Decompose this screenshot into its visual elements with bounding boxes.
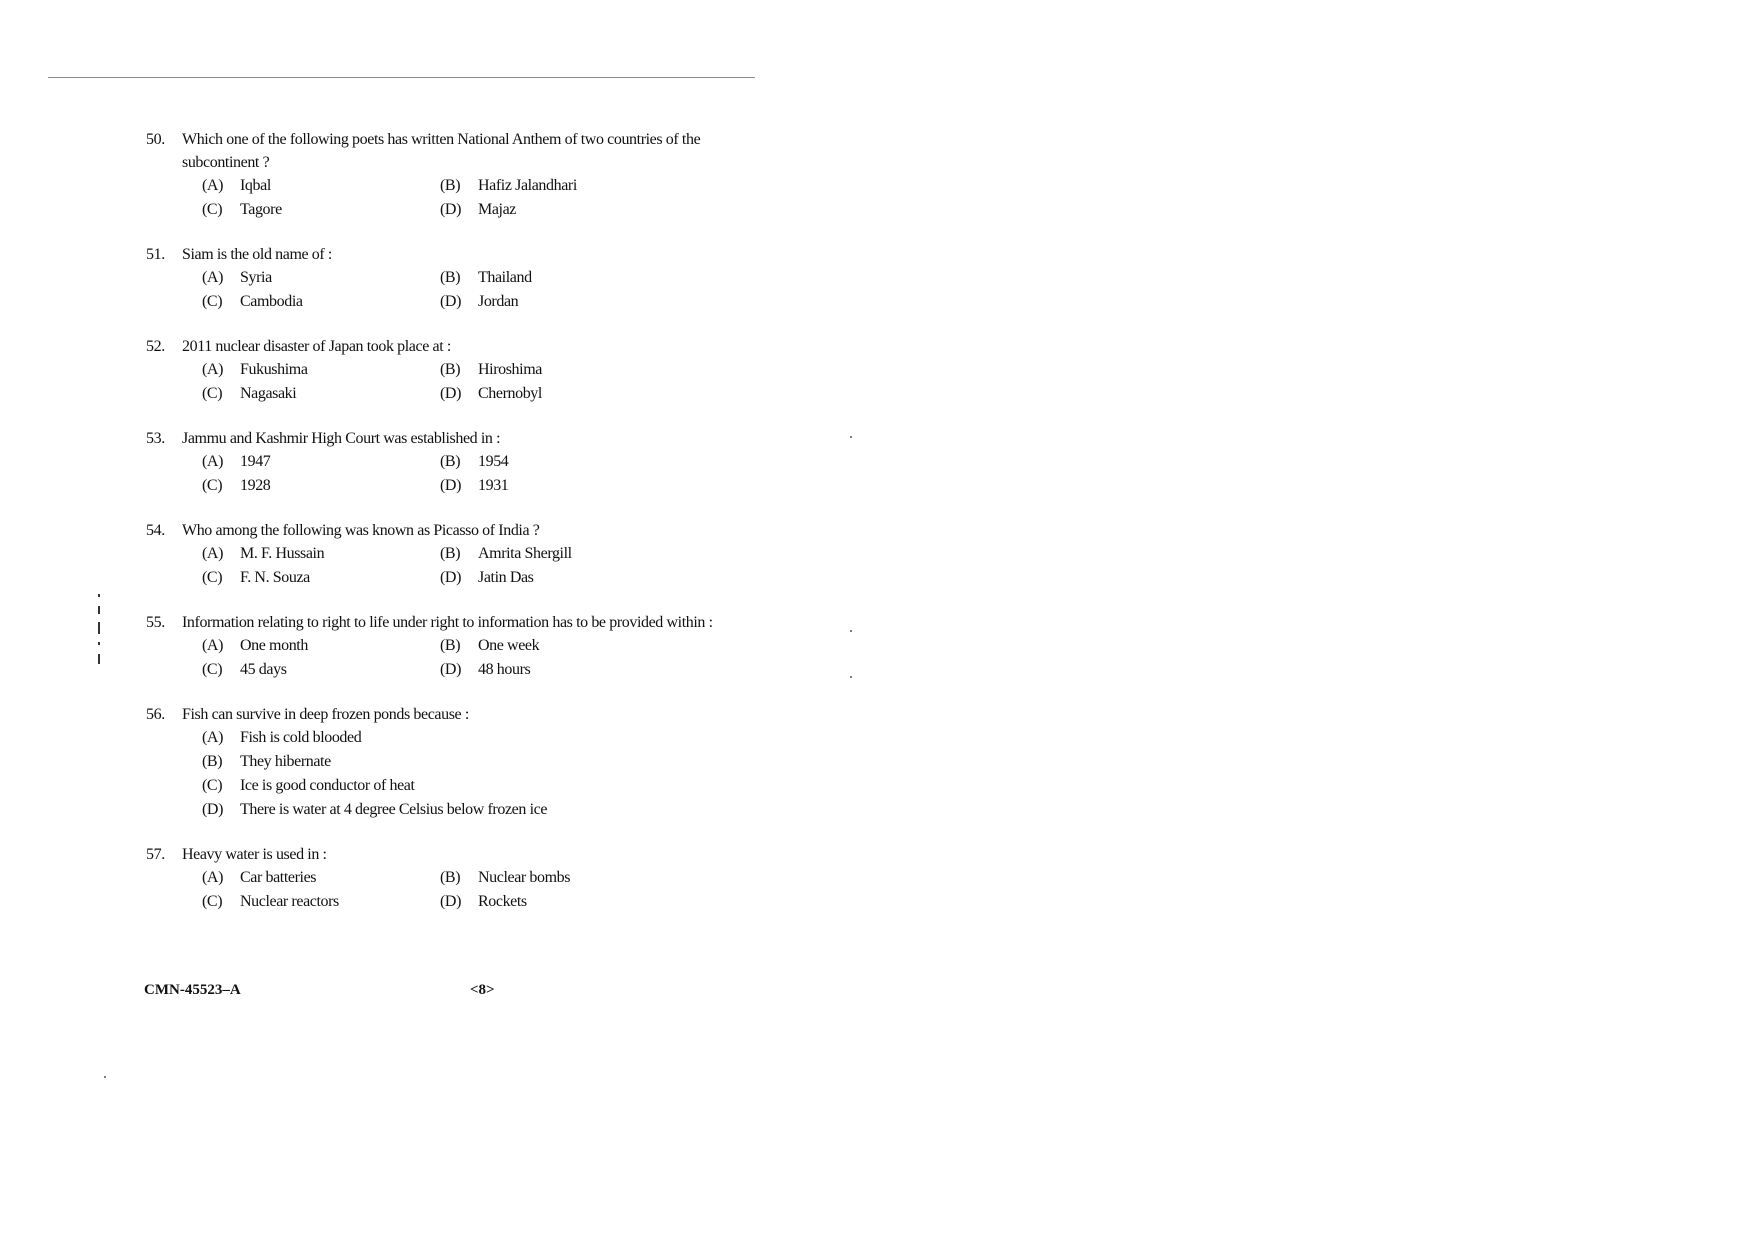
answer-option	[202, 174, 440, 197]
option-letter: (C)	[202, 661, 223, 678]
question-item	[146, 335, 766, 405]
option-letter: (B)	[440, 361, 461, 378]
option-text: 1947	[240, 453, 271, 470]
paper-code: CMN-45523–A	[144, 982, 241, 998]
question-text: 2011 nuclear disaster of Japan took place at :	[182, 338, 451, 355]
answer-option	[440, 198, 680, 221]
answer-option	[202, 474, 440, 497]
question-number: 50.	[146, 131, 165, 148]
answer-option	[440, 358, 680, 381]
answer-option	[202, 358, 440, 381]
option-letter: (B)	[440, 869, 461, 886]
option-text: There is water at 4 degree Celsius below frozen ice	[240, 801, 548, 818]
option-text: 48 hours	[478, 661, 531, 678]
answer-option	[202, 198, 440, 221]
option-text: Chernobyl	[478, 385, 542, 402]
answer-option	[202, 266, 440, 289]
option-text: Ice is good conductor of heat	[240, 777, 415, 794]
option-text: Thailand	[478, 269, 532, 286]
option-letter: (A)	[202, 269, 224, 286]
answer-option	[202, 634, 440, 657]
question-item	[146, 243, 766, 313]
option-letter: (A)	[202, 545, 224, 562]
option-text: Nuclear reactors	[240, 893, 339, 910]
option-text: Rockets	[478, 893, 527, 910]
option-letter: (D)	[440, 893, 462, 910]
margin-scan-marks	[96, 594, 102, 672]
option-text: F. N. Souza	[240, 569, 310, 586]
scan-speck	[850, 436, 852, 438]
question-stem	[146, 128, 766, 174]
question-number: 53.	[146, 430, 165, 447]
question-text: Jammu and Kashmir High Court was established in :	[182, 430, 501, 447]
question-number: 56.	[146, 706, 165, 723]
answer-option	[202, 290, 440, 313]
answer-option	[202, 750, 682, 773]
option-text: Hiroshima	[478, 361, 542, 378]
option-letter: (A)	[202, 361, 224, 378]
answer-options	[202, 358, 766, 405]
question-stem	[146, 519, 766, 542]
option-letter: (A)	[202, 729, 224, 746]
option-letter: (D)	[440, 569, 462, 586]
question-number: 55.	[146, 614, 165, 631]
answer-option	[202, 450, 440, 473]
answer-option	[202, 658, 440, 681]
question-text: Siam is the old name of :	[182, 246, 332, 263]
option-text: M. F. Hussain	[240, 545, 325, 562]
option-letter: (D)	[440, 293, 462, 310]
option-letter: (B)	[202, 753, 223, 770]
question-text: Heavy water is used in :	[182, 846, 327, 863]
option-letter: (D)	[440, 661, 462, 678]
answer-option	[440, 866, 680, 889]
option-text: They hibernate	[240, 753, 331, 770]
answer-option	[202, 774, 682, 797]
option-text: One week	[478, 637, 540, 654]
question-item	[146, 519, 766, 589]
option-text: Syria	[240, 269, 272, 286]
option-text: Hafiz Jalandhari	[478, 177, 577, 194]
question-number: 57.	[146, 846, 165, 863]
answer-option	[202, 866, 440, 889]
question-number: 51.	[146, 246, 165, 263]
answer-option	[440, 266, 680, 289]
answer-options	[202, 726, 766, 821]
option-letter: (A)	[202, 177, 224, 194]
answer-option	[440, 634, 680, 657]
option-text: Tagore	[240, 201, 282, 218]
option-text: Iqbal	[240, 177, 271, 194]
option-text: 1931	[478, 477, 509, 494]
option-text: Nuclear bombs	[478, 869, 571, 886]
question-item	[146, 843, 766, 913]
question-text: Information relating to right to life under right to information has to be provided within :	[182, 614, 713, 631]
option-letter: (B)	[440, 177, 461, 194]
question-item	[146, 128, 766, 221]
option-letter: (B)	[440, 637, 461, 654]
answer-options	[202, 450, 766, 497]
option-letter: (B)	[440, 269, 461, 286]
option-text: Car batteries	[240, 869, 317, 886]
answer-option	[440, 542, 680, 565]
question-text: Fish can survive in deep frozen ponds because :	[182, 706, 469, 723]
answer-option	[202, 890, 440, 913]
question-item	[146, 427, 766, 497]
answer-options	[202, 266, 766, 313]
option-text: Nagasaki	[240, 385, 297, 402]
option-letter: (C)	[202, 385, 223, 402]
option-letter: (D)	[202, 801, 224, 818]
page-number: <8>	[470, 982, 495, 998]
answer-option	[202, 798, 682, 821]
question-text: Which one of the following poets has written National Anthem of two countries of the subcontinent ?	[182, 131, 701, 171]
answer-option	[440, 658, 680, 681]
option-letter: (C)	[202, 777, 223, 794]
scan-speck	[850, 676, 852, 678]
question-stem	[146, 843, 766, 866]
option-text: Fukushima	[240, 361, 308, 378]
scan-speck	[104, 1076, 106, 1078]
answer-option	[440, 450, 680, 473]
answer-options	[202, 542, 766, 589]
option-letter: (A)	[202, 453, 224, 470]
option-text: 1954	[478, 453, 509, 470]
option-letter: (A)	[202, 869, 224, 886]
option-text: One month	[240, 637, 308, 654]
question-item	[146, 611, 766, 681]
answer-option	[202, 542, 440, 565]
question-text: Who among the following was known as Picasso of India ?	[182, 522, 540, 539]
option-text: Majaz	[478, 201, 516, 218]
answer-option	[202, 726, 682, 749]
option-text: 45 days	[240, 661, 287, 678]
question-number: 54.	[146, 522, 165, 539]
question-stem	[146, 243, 766, 266]
option-letter: (C)	[202, 293, 223, 310]
question-number: 52.	[146, 338, 165, 355]
option-text: Amrita Shergill	[478, 545, 572, 562]
question-stem	[146, 335, 766, 358]
option-text: Cambodia	[240, 293, 303, 310]
answer-options	[202, 866, 766, 913]
option-letter: (B)	[440, 453, 461, 470]
scan-speck	[850, 630, 852, 632]
option-letter: (D)	[440, 201, 462, 218]
answer-option	[440, 290, 680, 313]
answer-option	[440, 474, 680, 497]
question-list	[146, 128, 766, 935]
answer-option	[440, 382, 680, 405]
option-letter: (C)	[202, 569, 223, 586]
option-text: 1928	[240, 477, 271, 494]
option-letter: (C)	[202, 893, 223, 910]
question-stem	[146, 703, 766, 726]
option-letter: (D)	[440, 385, 462, 402]
option-text: Fish is cold blooded	[240, 729, 362, 746]
answer-option	[440, 890, 680, 913]
question-stem	[146, 611, 766, 634]
answer-option	[440, 566, 680, 589]
option-letter: (A)	[202, 637, 224, 654]
question-item	[146, 703, 766, 821]
answer-option	[202, 566, 440, 589]
option-letter: (B)	[440, 545, 461, 562]
answer-option	[440, 174, 680, 197]
option-letter: (C)	[202, 201, 223, 218]
option-text: Jordan	[478, 293, 519, 310]
option-letter: (D)	[440, 477, 462, 494]
answer-options	[202, 634, 766, 681]
question-stem	[146, 427, 766, 450]
option-letter: (C)	[202, 477, 223, 494]
answer-options	[202, 174, 766, 221]
option-text: Jatin Das	[478, 569, 534, 586]
answer-option	[202, 382, 440, 405]
top-rule	[48, 77, 755, 78]
